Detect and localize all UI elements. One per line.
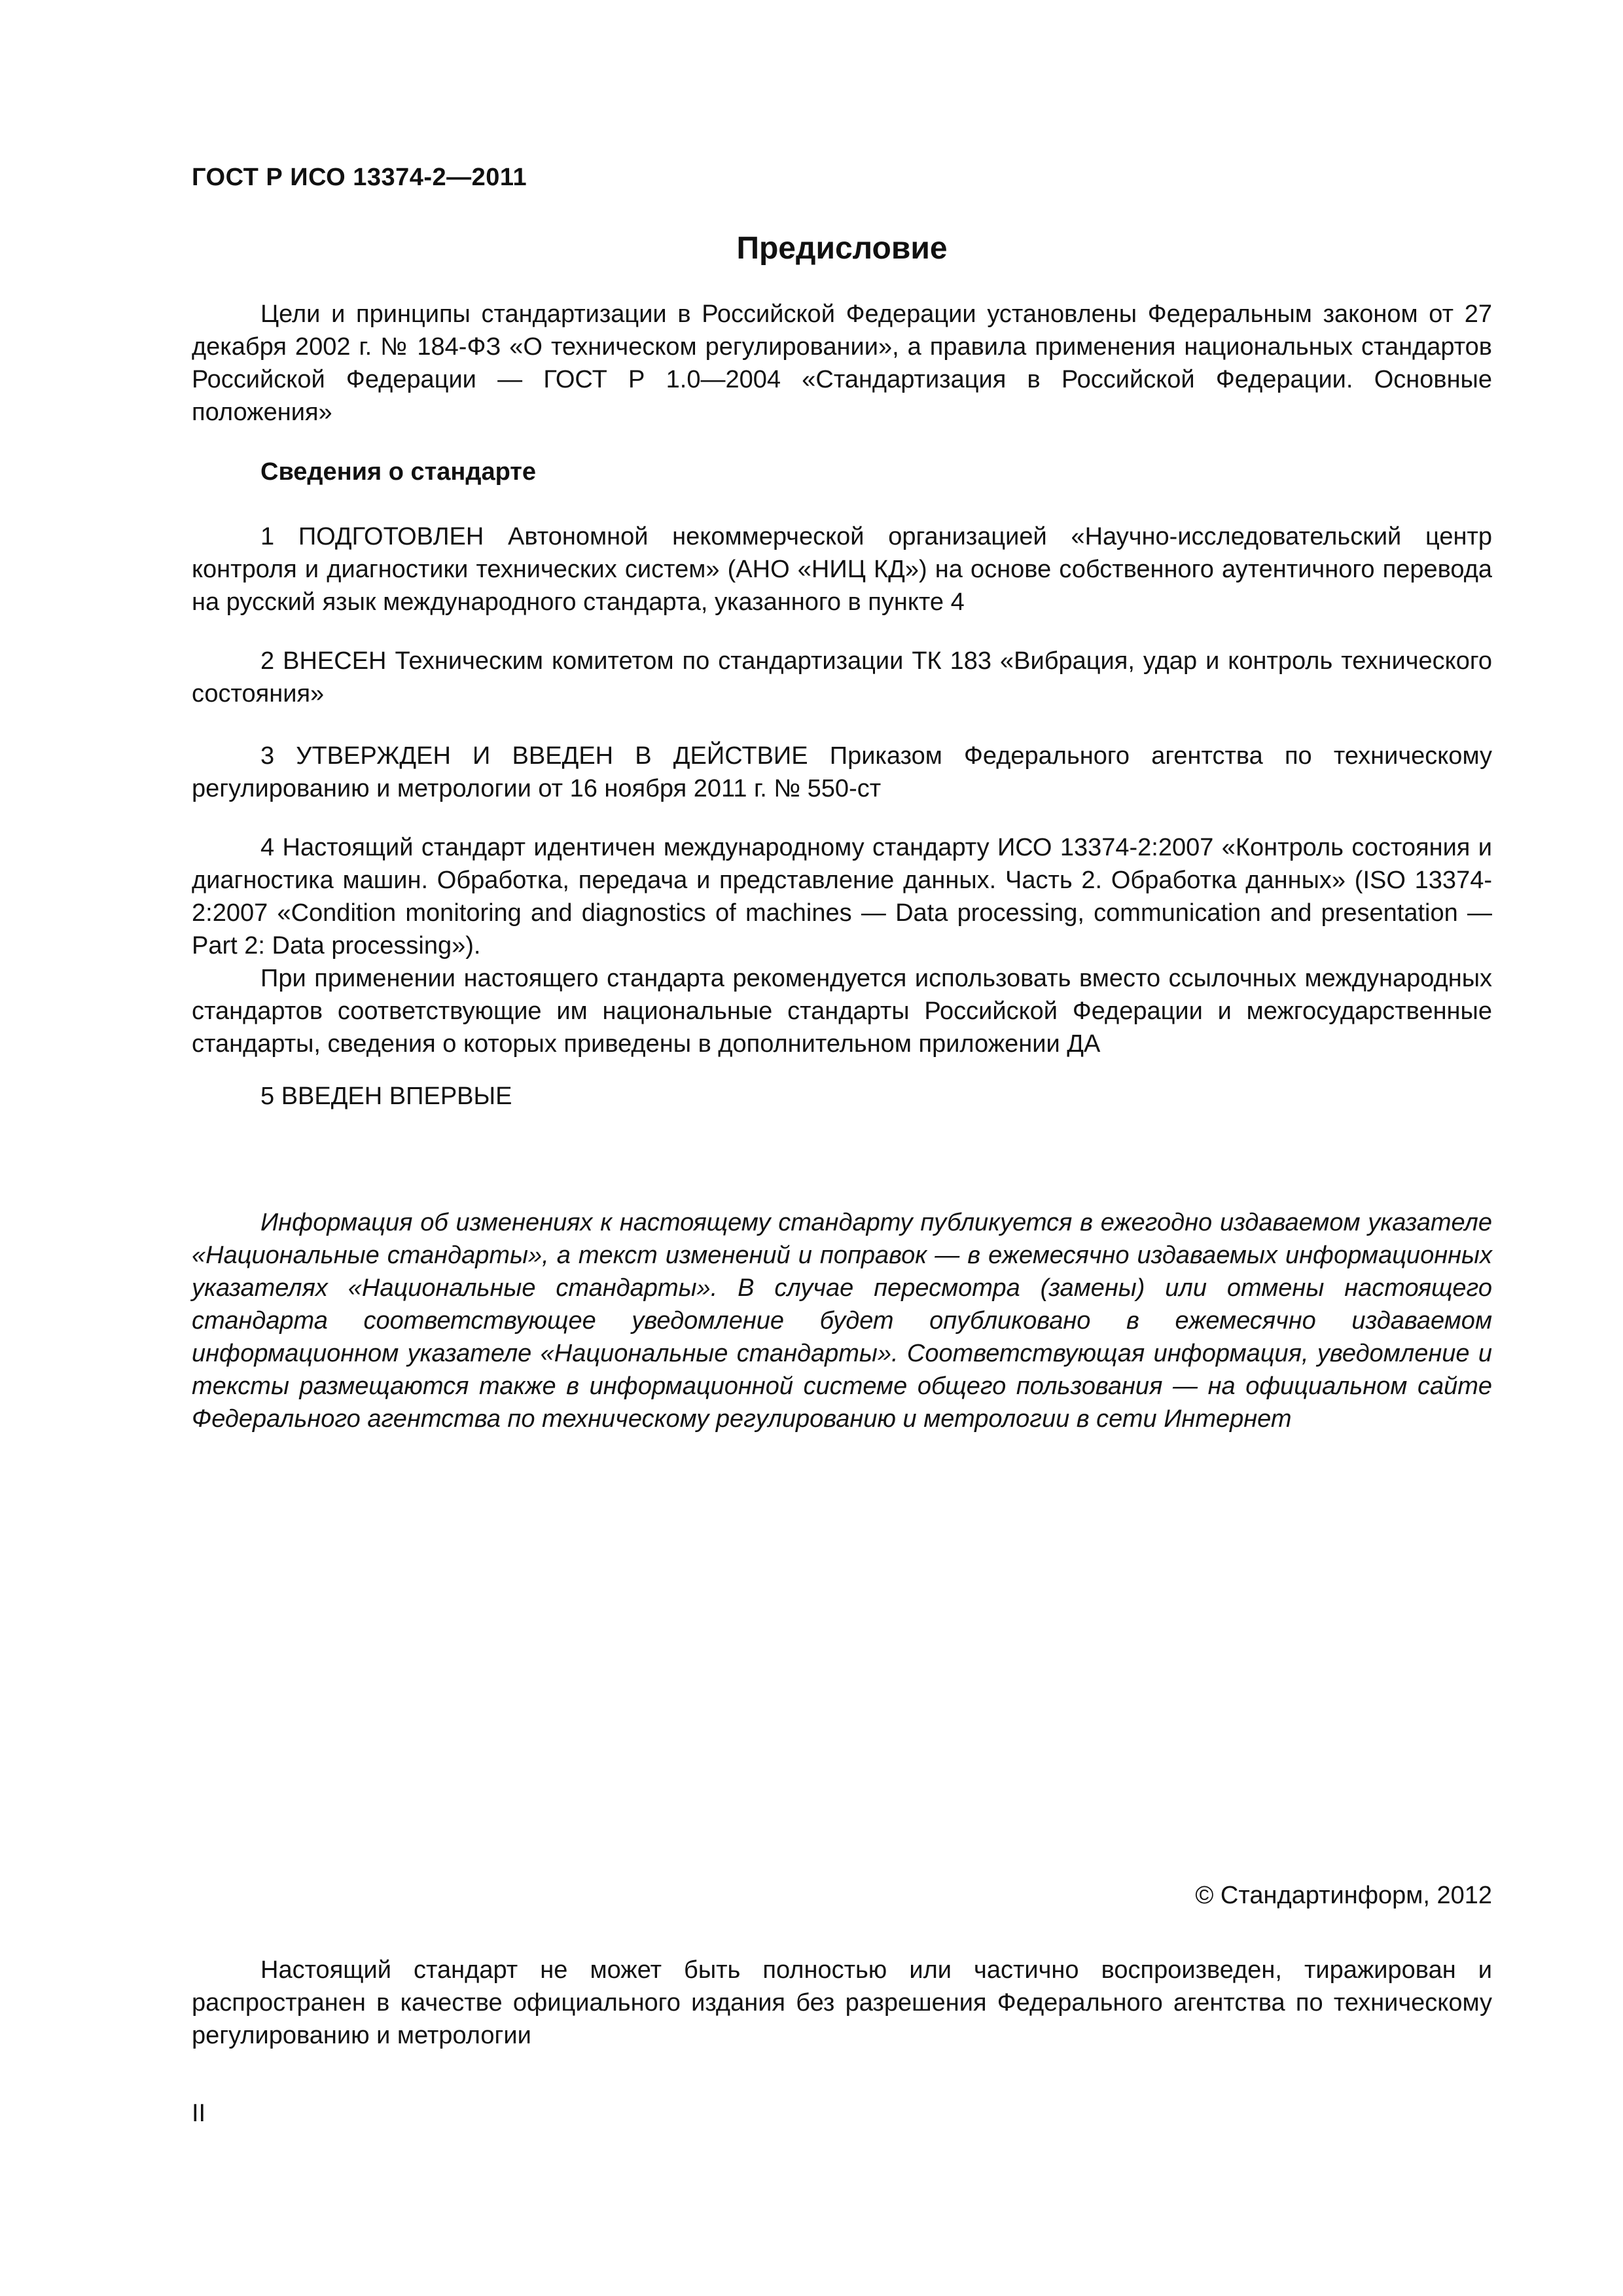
- item-4: 4 Настоящий стандарт идентичен международному стандарту ИСО 13374-2:2007 «Контроль состояния и диагностика машин. Обработка, передача и представление данных. Часть 2. Обработка данных» (ISO 13374-2:2007 «Condition monitoring and diagnostics of machines — Data processing, communication and presentation — Part 2: Data processing»).: [192, 834, 1492, 960]
- section-heading: Сведения о стандарте: [260, 458, 537, 486]
- item-2: 2 ВНЕСЕН Техническим комитетом по стандартизации ТК 183 «Вибрация, удар и контроль технического состояния»: [192, 647, 1492, 708]
- intro-paragraph: Цели и принципы стандартизации в Российской Федерации установлены Федеральным законом от 27 декабря 2002 г. № 184-ФЗ «О техническом регулировании», а правила применения национальных стандартов Российской Федерации — ГОСТ Р 1.0—2004 «Стандартизация в Российской Федерации. Основные положения»: [192, 300, 1492, 426]
- standard-code: ГОСТ Р ИСО 13374-2—2011: [192, 164, 527, 191]
- copyright: © Стандартинформ, 2012: [1195, 1882, 1492, 1909]
- reproduction-notice: Настоящий стандарт не может быть полностью или частично воспроизведен, тиражирован и распространен в качестве официального издания без разрешения Федерального агентства по техническому регулированию и метрологии: [192, 1956, 1492, 2049]
- item-4-note: При применении настоящего стандарта рекомендуется использовать вместо ссылочных международных стандартов соответствующие им национальные стандарты Российской Федерации и межгосударственные стандарты, сведения о которых приведены в дополнительном приложении ДА: [192, 965, 1492, 1058]
- page-title: Предисловие: [736, 231, 948, 266]
- item-3: 3 УТВЕРЖДЕН И ВВЕДЕН В ДЕЙСТВИЕ Приказом Федерального агентства по техническому регулированию и метрологии от 16 ноября 2011 г. № 550-ст: [192, 742, 1492, 802]
- changes-notice: Информация об изменениях к настоящему стандарту публикуется в ежегодно издаваемом указателе «Национальные стандарты», а текст изменений и поправок — в ежемесячно издаваемых информационных указателях «Национальные стандарты». В случае пересмотра (замены) или отмены настоящего стандарта соответствующее уведомление будет опубликовано в ежемесячно издаваемом информационном указателе «Национальные стандарты». Соответствующая информация, уведомление и тексты размещаются также в информационной системе общего пользования — на официальном сайте Федерального агентства по техническому регулированию и метрологии в сети Интернет: [192, 1209, 1492, 1433]
- item-1: 1 ПОДГОТОВЛЕН Автономной некоммерческой организацией «Научно-исследовательский центр контроля и диагностики технических систем» (АНО «НИЦ КД») на основе собственного аутентичного перевода на русский язык международного стандарта, указанного в пункте 4: [192, 523, 1492, 616]
- item-5: 5 ВВЕДЕН ВПЕРВЫЕ: [260, 1083, 512, 1110]
- page-number: II: [192, 2100, 206, 2127]
